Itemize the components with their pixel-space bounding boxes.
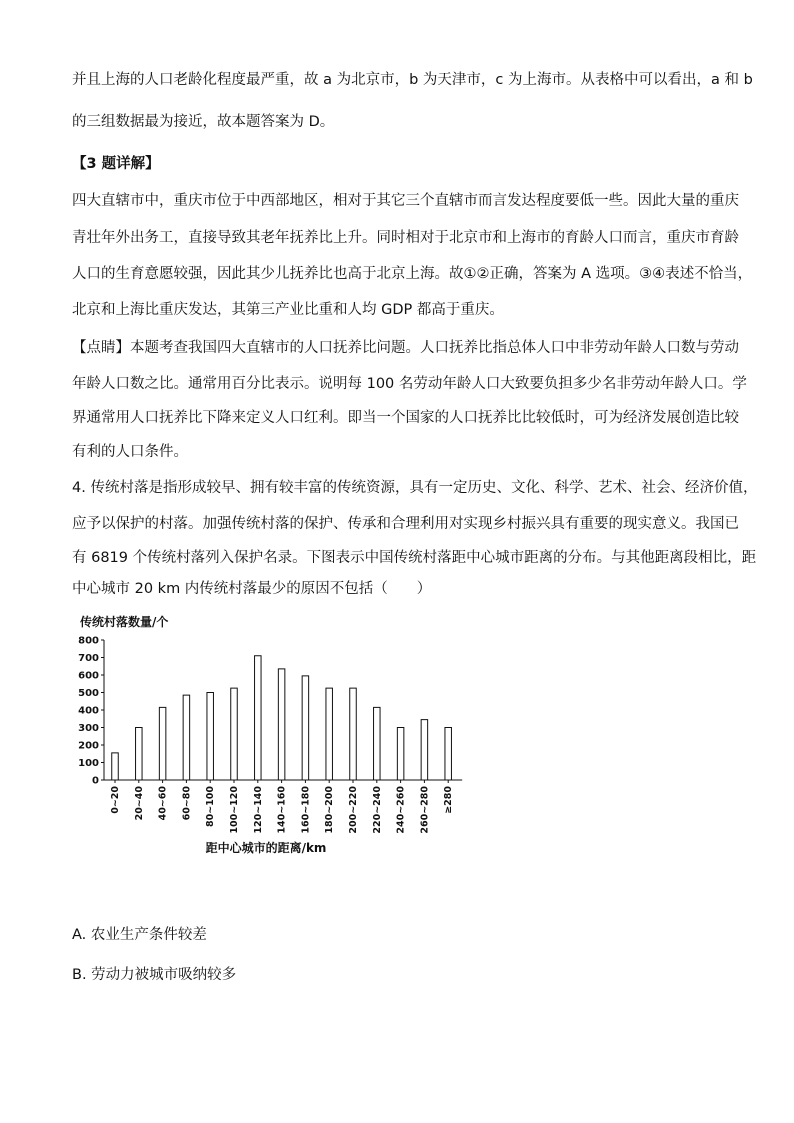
bar: [421, 720, 428, 780]
x-tick-label: 240~260: [395, 786, 407, 834]
question-line: 应予以保护的村落。加强传统村落的保护、传承和合理利用对实现乡村振兴具有重要的现实意义。我国已: [72, 516, 739, 532]
paragraph-line: 青壮年外出务工，直接导致其老年抚养比上升。同时相对于北京市和上海市的育龄人口而言，重庆市育龄: [72, 230, 739, 246]
y-tick-label: 0: [92, 775, 99, 787]
paragraph-line: 并且上海的人口老龄化程度最严重，故 a 为北京市，b 为天津市，c 为上海市。从表格中可以看出，a 和 b: [72, 72, 753, 88]
y-tick-label: 700: [78, 653, 99, 664]
option-a[interactable]: A. 农业生产条件较差: [72, 927, 207, 943]
bar: [159, 707, 166, 780]
y-axis-title: 传统村落数量/个: [80, 615, 169, 629]
bar: [183, 695, 190, 780]
paragraph-line: 人口的生育意愿较强，因此其少儿抚养比也高于北京上海。故①②正确，答案为 A 选项。③④表述不恰当，: [72, 266, 753, 282]
section-heading: 【3 题详解】: [72, 156, 160, 172]
paragraph-line: 北京和上海比重庆发达，其第三产业比重和人均 GDP 都高于重庆。: [72, 302, 504, 318]
x-tick-label: ≥280: [443, 786, 455, 814]
x-tick-label: 200~220: [348, 786, 359, 834]
x-tick-label: 220~240: [371, 786, 383, 834]
paragraph-line: 的三组数据最为接近，故本题答案为 D。: [72, 114, 335, 130]
bar: [302, 676, 309, 780]
question-line: 有 6819 个传统村落列入保护名录。下图表示中国传统村落距中心城市距离的分布。与其他距离段相比，距: [72, 550, 757, 566]
x-tick-label: 20~40: [133, 786, 145, 821]
y-tick-label: 600: [78, 670, 99, 682]
y-tick-label: 300: [78, 723, 99, 734]
x-tick-label: 140~160: [276, 786, 288, 834]
paragraph-line: 界通常用人口抚养比下降来定义人口红利。即当一个国家的人口抚养比比较低时，可为经济发展创造比较: [72, 410, 739, 426]
bar: [397, 728, 404, 781]
x-tick-label: 40~60: [157, 786, 169, 821]
y-tick-label: 200: [78, 740, 99, 752]
paragraph-line: 有利的人口条件。: [72, 444, 188, 460]
paragraph-line: 四大直辖市中，重庆市位于中西部地区，相对于其它三个直辖市而言发达程度要低一些。因此大量的重庆: [72, 193, 739, 209]
y-tick-label: 400: [78, 705, 99, 717]
paragraph-line: 年龄人口数之比。通常用百分比表示。说明每 100 名劳动年龄人口大致要负担多少名非劳动年龄人口。学: [72, 376, 747, 392]
x-tick-label: 0~20: [110, 786, 121, 814]
question-line: 中心城市 20 km 内传统村落最少的原因不包括（ ）: [72, 581, 432, 597]
bar: [255, 656, 261, 780]
x-tick-label: 120~140: [252, 786, 264, 834]
x-tick-label: 260~280: [419, 786, 431, 834]
village-distance-bar-chart: [76, 614, 476, 864]
option-b[interactable]: B. 劳动力被城市吸纳较多: [72, 967, 237, 983]
x-tick-label: 160~180: [300, 786, 312, 834]
bar: [112, 753, 119, 780]
y-tick-label: 800: [78, 635, 99, 647]
bar: [445, 728, 452, 781]
bar: [326, 688, 333, 780]
x-axis-title: 距中心城市的距离/km: [205, 841, 327, 855]
x-tick-label: 100~120: [229, 786, 240, 834]
y-tick-label: 500: [78, 688, 99, 699]
paragraph-line: 【点睛】本题考查我国四大直辖市的人口抚养比问题。人口抚养比指总体人口中非劳动年龄人口数与劳动: [72, 340, 739, 356]
bar: [350, 688, 357, 780]
bar: [207, 693, 214, 781]
x-tick-label: 80~100: [205, 786, 217, 828]
x-tick-label: 60~80: [181, 786, 193, 821]
y-tick-label: 100: [78, 758, 99, 769]
bar: [278, 669, 285, 780]
bar: [374, 707, 381, 780]
question-line: 4. 传统村落是指形成较早、拥有较丰富的传统资源，具有一定历史、文化、科学、艺术、社会、经济价值，: [72, 480, 758, 496]
bar: [136, 728, 143, 781]
x-tick-label: 180~200: [324, 786, 336, 834]
bar: [231, 688, 238, 780]
